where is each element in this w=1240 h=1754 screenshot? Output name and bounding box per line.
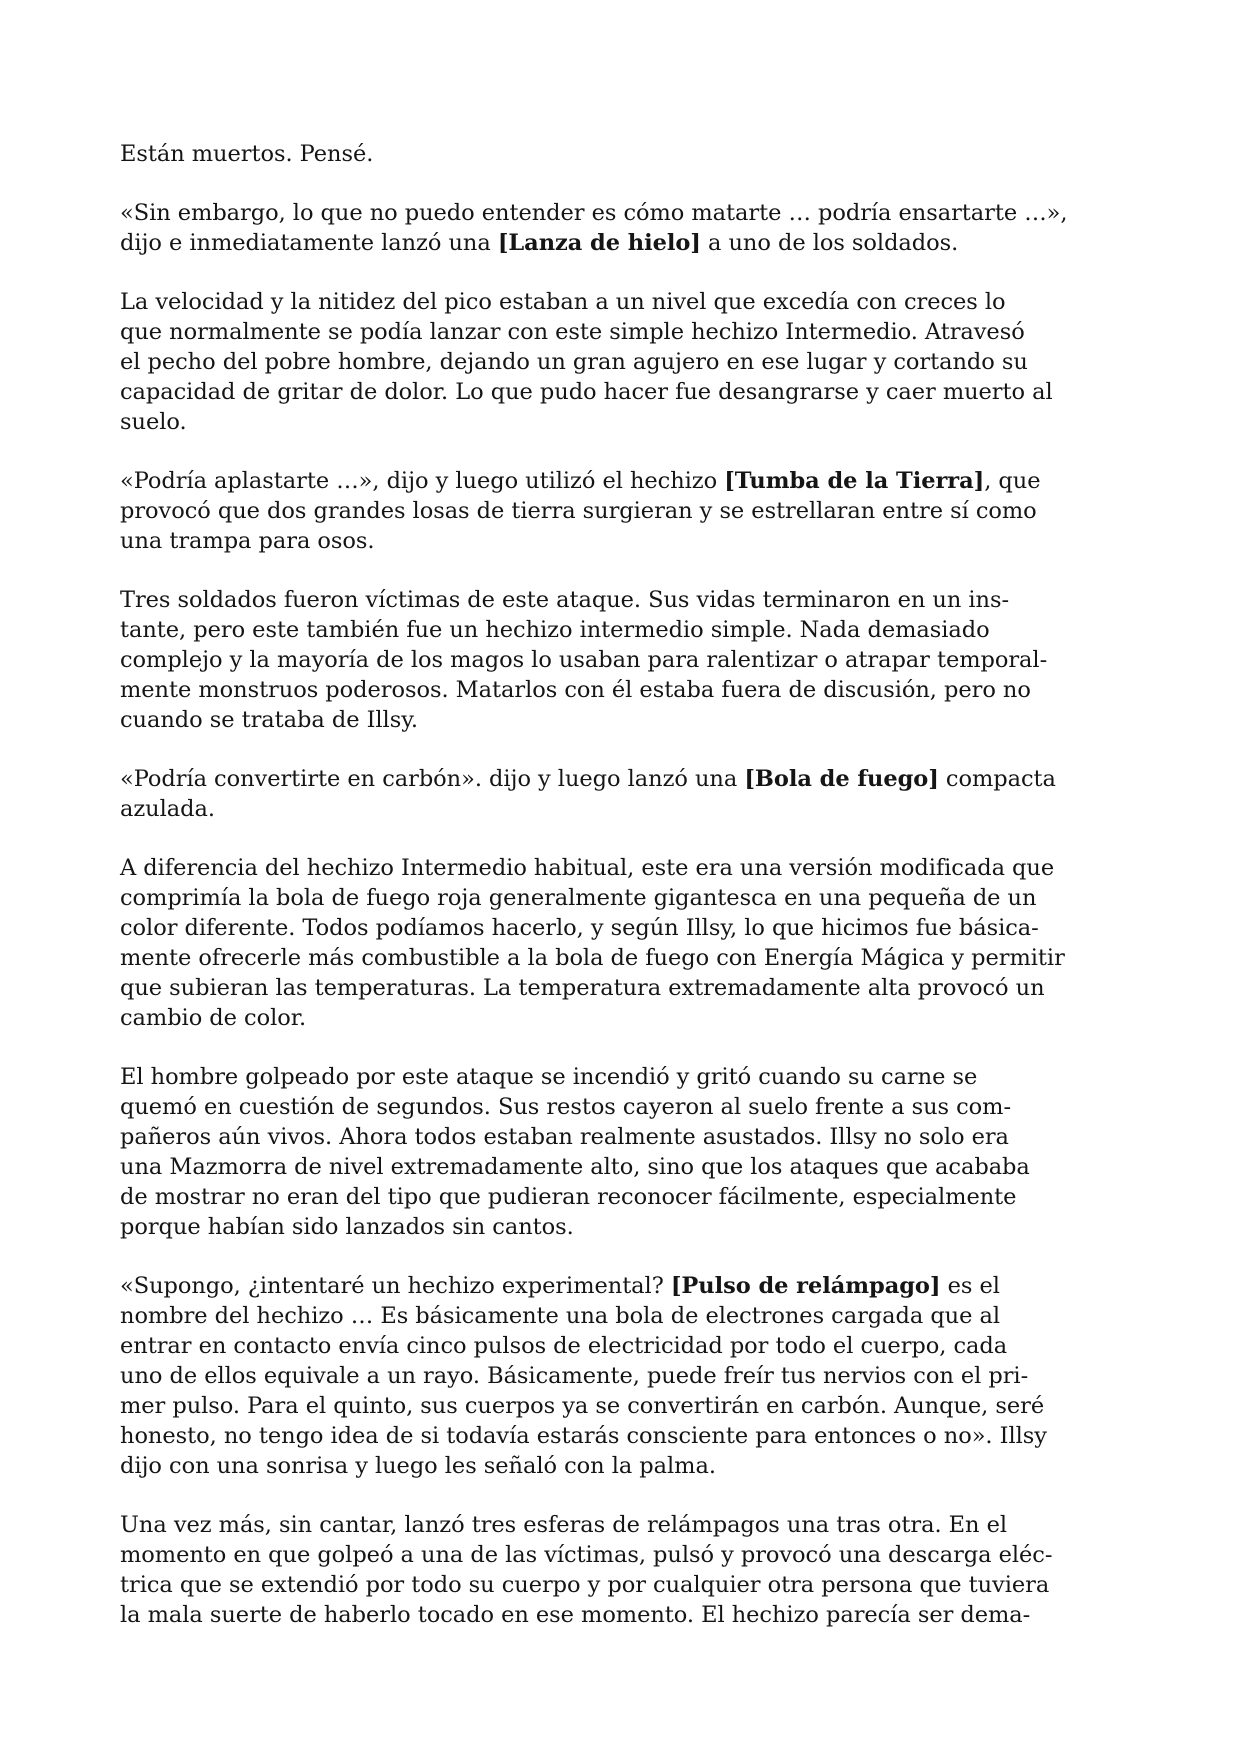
text-run: La velocidad y la nitidez del pico estaban a un nivel que excedía con creces lo que normalmente se podía lanzar con este simple hechizo Intermedio. Atravesó el pecho del pobre hombre, dejando un gran agujero en ese lugar y cortando su capacidad de gritar de dolor. Lo que pudo hacer fue desangrarse y caer muerto al suelo. <box>120 289 1053 435</box>
paragraph <box>120 1271 1125 1481</box>
text-run: compacta azulada. <box>120 766 1056 822</box>
text-run: «Supongo, ¿intentaré un hechizo experimental? <box>120 1273 671 1299</box>
spell-name: [Bola de fuego] <box>744 766 939 792</box>
paragraph <box>120 139 1125 169</box>
text-run: «Sin embargo, lo que no puedo entender es cómo matarte … podría ensartarte …», dijo e inmediatamente lanzó una <box>120 200 1068 256</box>
paragraph <box>120 466 1125 556</box>
text-run: Una vez más, sin cantar, lanzó tres esferas de relámpagos una tras otra. En el momento en que golpeó a una de las víctimas, pulsó y provocó una descarga eléc- trica que se extendió por todo su cuerpo y por cualquier otra persona que tuviera la mala suerte de haberlo tocado en ese momento. El hechizo parecía ser dema- <box>120 1512 1053 1628</box>
text-run: es el nombre del hechizo … Es básicamente una bola de electrones cargada que al entrar en contacto envía cinco pulsos de electricidad por todo el cuerpo, cada uno de ellos equivale a un rayo. Básicamente, puede freír tus nervios con el pri- mer pulso. Para el quinto, sus cuerpos ya se convertirán en carbón. Aunque, seré honesto, no tengo idea de si todavía estarás consciente para entonces o no». Illsy dijo con una sonrisa y luego les señaló con la palma. <box>120 1273 1047 1479</box>
text-run: Están muertos. Pensé. <box>120 141 374 167</box>
paragraph <box>120 198 1125 258</box>
paragraph <box>120 853 1125 1033</box>
text-run: «Podría aplastarte …», dijo y luego utilizó el hechizo <box>120 468 725 494</box>
spell-name: [Tumba de la Tierra] <box>724 468 985 494</box>
paragraph <box>120 287 1125 437</box>
text-run: , que provocó que dos grandes losas de tierra surgieran y se estrellaran entre sí como una trampa para osos. <box>120 468 1041 554</box>
paragraph <box>120 764 1125 824</box>
paragraph <box>120 1510 1125 1630</box>
text-run: a uno de los soldados. <box>700 230 959 256</box>
spell-name: [Lanza de hielo] <box>497 230 701 256</box>
text-run: El hombre golpeado por este ataque se incendió y gritó cuando su carne se quemó en cuestión de segundos. Sus restos cayeron al suelo frente a sus com- pañeros aún vivos. Ahora todos estaban realmente asustados. Illsy no solo era una Mazmorra de nivel extremadamente alto, sino que los ataques que acababa de mostrar no eran del tipo que pudieran reconocer fácilmente, especialmente porque habían sido lanzados sin cantos. <box>120 1064 1030 1240</box>
text-run: A diferencia del hechizo Intermedio habitual, este era una versión modificada que comprimía la bola de fuego roja generalmente gigantesca en una pequeña de un color diferente. Todos podíamos hacerlo, y según Illsy, lo que hicimos fue básica- mente ofrecerle más combustible a la bola de fuego con Energía Mágica y permitir que subieran las temperaturas. La temperatura extremadamente alta provocó un cambio de color. <box>120 855 1065 1031</box>
paragraph <box>120 585 1125 735</box>
paragraph <box>120 1062 1125 1242</box>
text-run: Tres soldados fueron víctimas de este ataque. Sus vidas terminaron en un ins- tante, pero este también fue un hechizo intermedio simple. Nada demasiado complejo y la mayoría de los magos lo usaban para ralentizar o atrapar temporal- mente monstruos poderosos. Matarlos con él estaba fuera de discusión, pero no cuando se trataba de Illsy. <box>120 587 1048 733</box>
body-text <box>120 139 1125 1659</box>
spell-name: [Pulso de relámpago] <box>670 1273 941 1299</box>
text-run: «Podría convertirte en carbón». dijo y luego lanzó una <box>120 766 745 792</box>
